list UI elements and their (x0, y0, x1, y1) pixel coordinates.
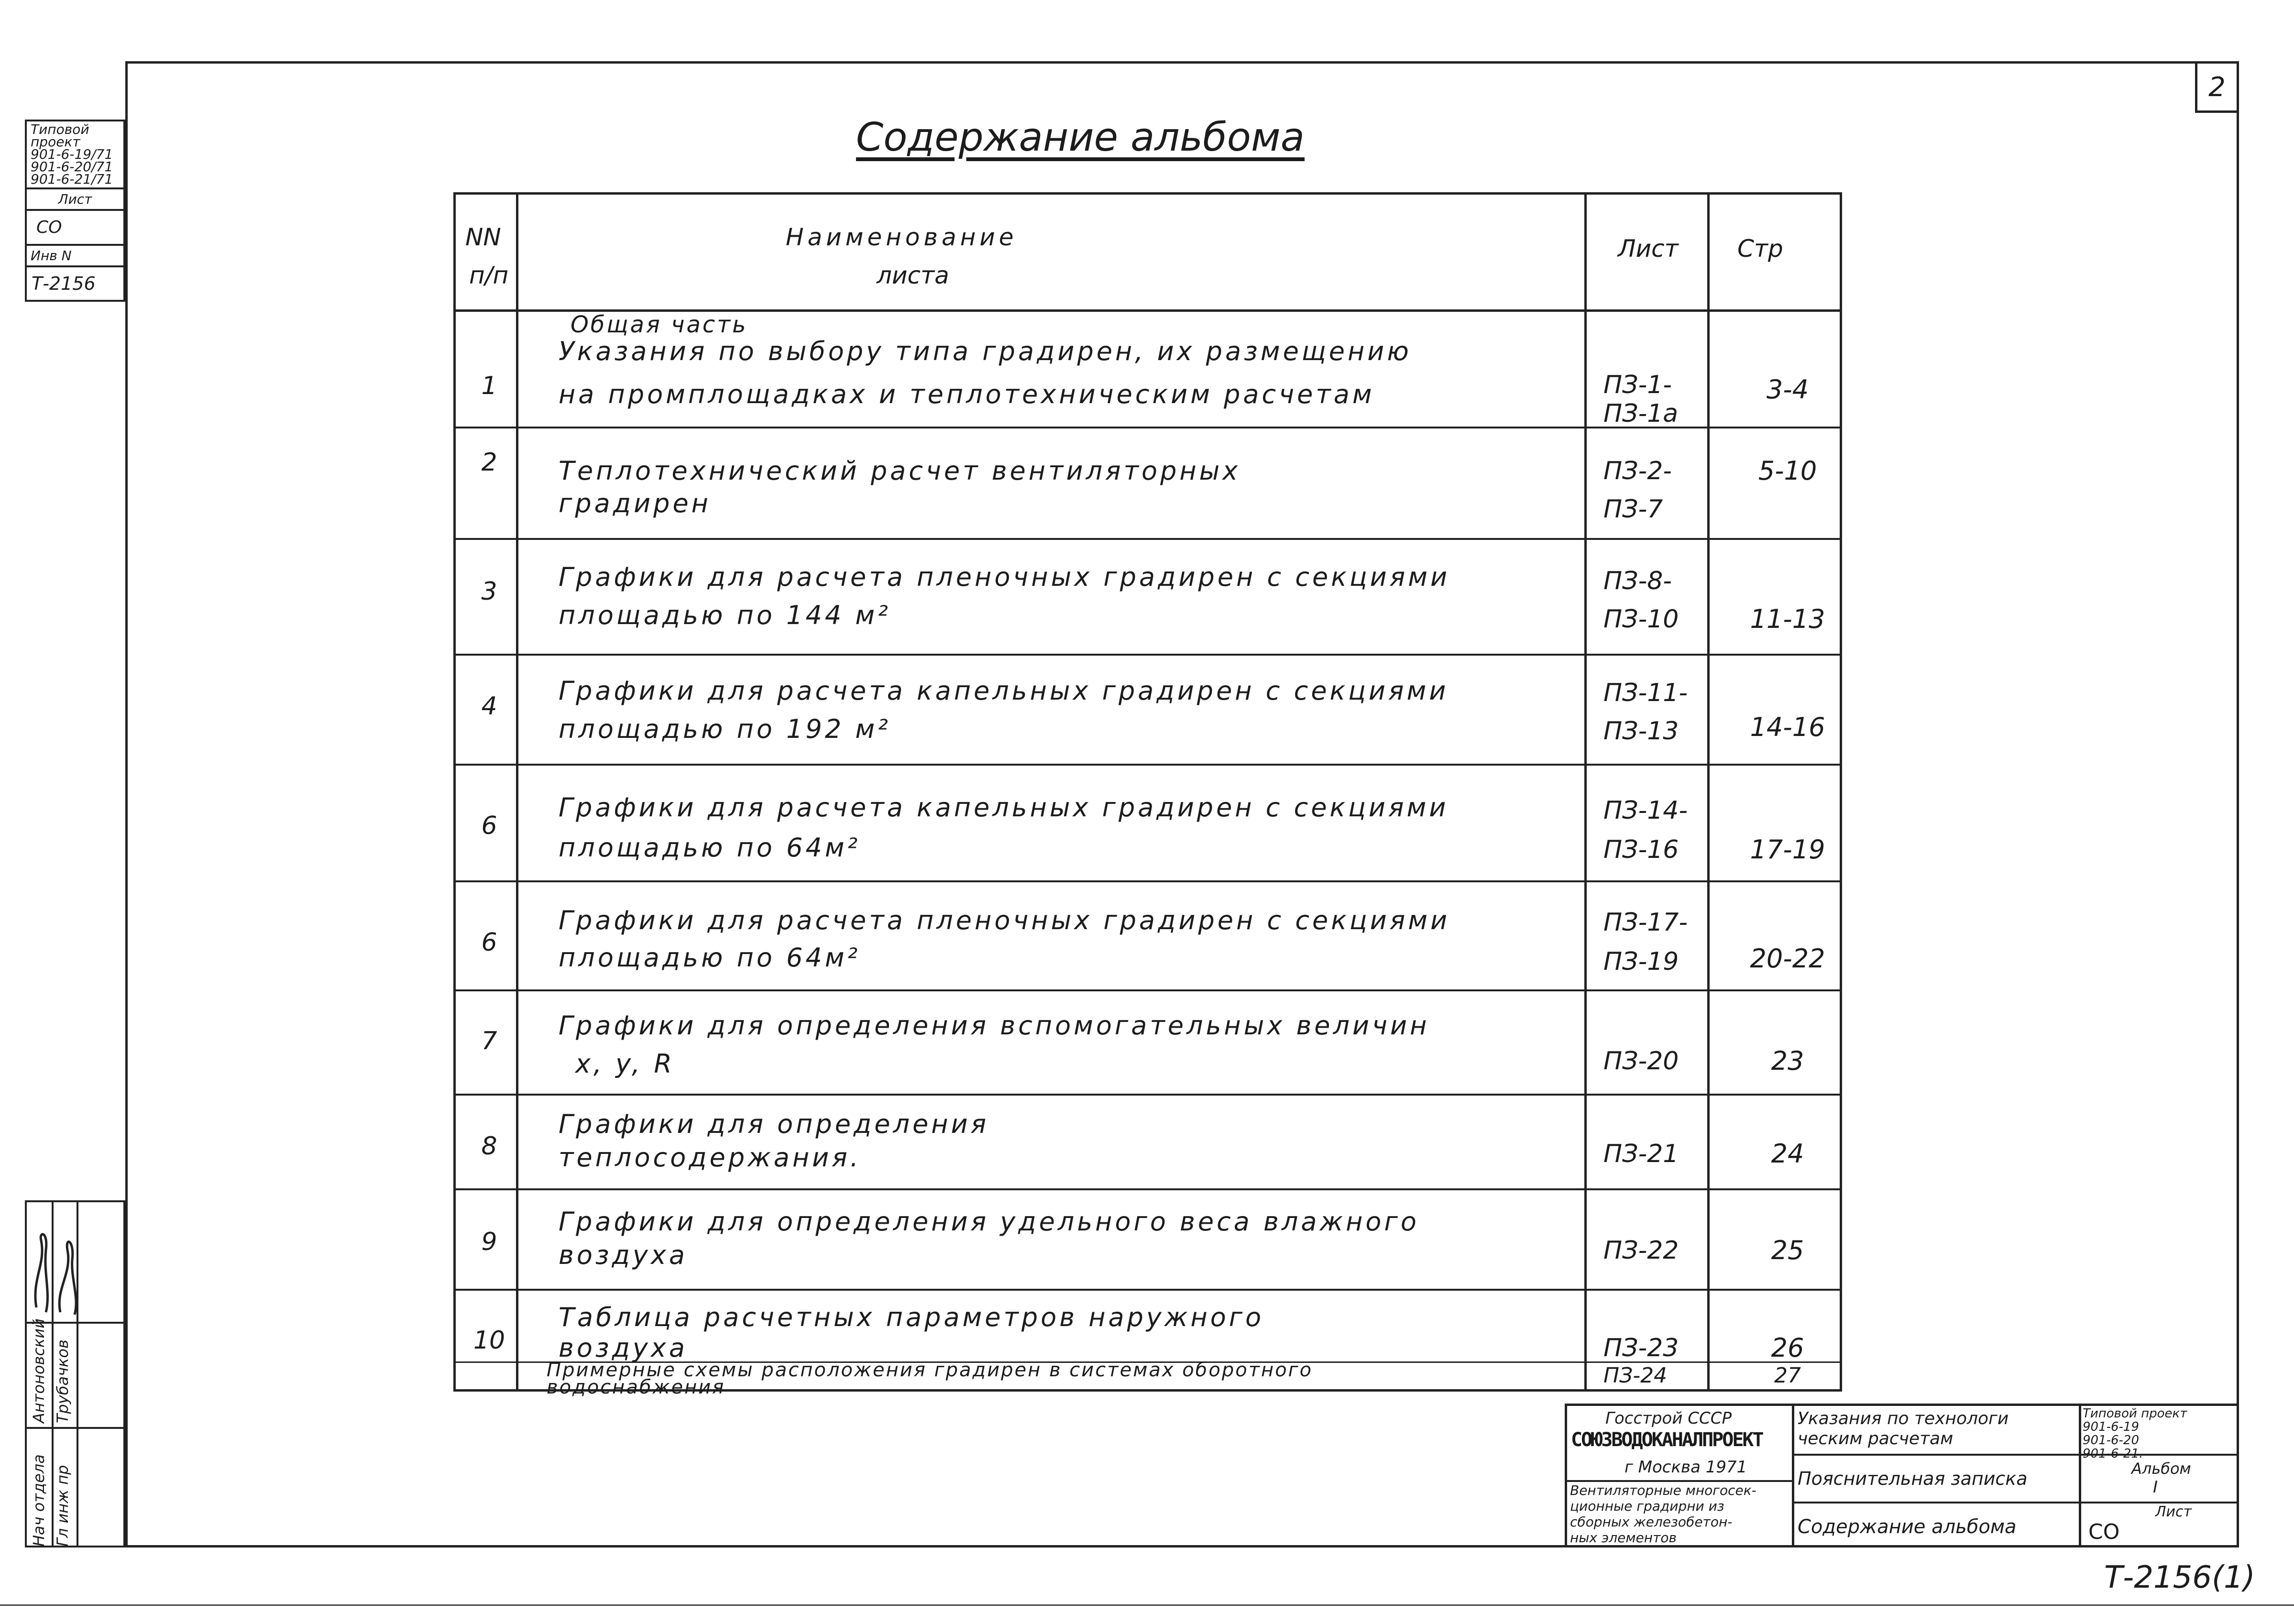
row-4-sheet2: ПЗ-13 (1603, 717, 1679, 746)
row-8-num: 8 (481, 1132, 497, 1161)
row-9-page: 25 (1771, 1235, 1804, 1265)
left-stamp (25, 120, 125, 302)
row-4-page: 14-16 (1750, 712, 1825, 742)
row-3-line2: площадью по 144 м² (559, 600, 891, 630)
row-5-line2: площадью по 64м² (559, 833, 861, 863)
tb-doc-type: Пояснительная записка (1798, 1468, 2028, 1489)
title-block (1565, 1404, 2239, 1547)
tb-sheet-label: Лист (2155, 1503, 2192, 1520)
tb-doc (1798, 1409, 2009, 1449)
tb-proj-label: Типовой проект (2083, 1406, 2187, 1421)
row-8-sheet2: ПЗ-21 (1603, 1140, 1679, 1168)
tb-doc-2: ческим расчетам (1798, 1429, 1954, 1448)
row-7-page: 23 (1771, 1046, 1804, 1076)
header-num-1: NN (465, 223, 501, 251)
bottom-code: Т-2156(1) (2104, 1560, 2255, 1595)
signature-box (25, 1200, 125, 1547)
row-1-page: 3-4 (1766, 374, 1809, 405)
project-line1: Типовой проект (31, 121, 89, 150)
row-8-line1: Графики для определения (559, 1109, 989, 1139)
tb-sheet-value: СО (2088, 1520, 2120, 1544)
page-number: 2 (2208, 72, 2226, 103)
tb-sheet-title: Содержание альбома (1798, 1516, 2017, 1538)
row-4-num: 4 (481, 692, 497, 721)
row-10-line2: воздуха (559, 1333, 688, 1363)
tb-org-top: Госстрой СССР (1605, 1409, 1732, 1428)
header-num-2: п/п (469, 262, 509, 289)
row-5-num: 6 (481, 812, 497, 840)
tb-org-name: СОЮЗВОДОКАНАЛПРОЕКТ (1571, 1429, 1763, 1451)
row-6-page: 20-22 (1750, 944, 1825, 974)
row-2-line2: градирен (559, 488, 711, 518)
row-4-sheet1: ПЗ-11- (1603, 679, 1688, 707)
row-7-num: 7 (481, 1027, 497, 1055)
tb-proj-3: 901-6-21. (2083, 1447, 2143, 1461)
contents-table (453, 192, 1842, 1398)
left-stamp-sheet-label: Лист (27, 189, 123, 211)
row-3-sheet2: ПЗ-10 (1603, 605, 1679, 634)
tb-album-value: I (2153, 1478, 2158, 1497)
row-3-line1: Графики для расчета пленочных градирен с секциями (559, 562, 1450, 592)
project-line3: 901-6-20/71 (31, 159, 113, 175)
last-row-line1: Примерные схемы расположения градирен в системах оборотного (547, 1359, 1313, 1381)
row-3-page: 11-13 (1750, 604, 1825, 634)
row-2-line1: Теплотехнический расчет вентиляторных (559, 456, 1241, 486)
project-line2: 901-6-19/71 (31, 146, 113, 162)
row-1-sheet2: ПЗ-1а (1603, 399, 1679, 428)
header-page: Стр (1737, 235, 1783, 263)
row-9-sheet2: ПЗ-22 (1603, 1236, 1679, 1265)
row-5-sheet2: ПЗ-16 (1603, 835, 1679, 864)
row-10-sheet2: ПЗ-23 (1603, 1334, 1679, 1362)
row-8-page: 24 (1771, 1139, 1804, 1169)
tb-album-label: Альбом (2131, 1459, 2191, 1478)
row-5-page: 17-19 (1750, 834, 1825, 865)
row-2-num: 2 (481, 448, 497, 477)
row-6-line2: площадью по 64м² (559, 943, 861, 973)
general-part-label: Общая часть (571, 311, 748, 338)
signature-role-2: Гл инж пр (54, 1465, 72, 1547)
tb-proj (2083, 1407, 2187, 1460)
tb-doc-1: Указания по технологи (1798, 1409, 2009, 1428)
row-4-line1: Графики для расчета капельных градирен с секциями (559, 676, 1449, 706)
row-9-line1: Графики для определения удельного веса влажного (559, 1207, 1419, 1237)
left-stamp-project (27, 121, 123, 189)
row-10-page: 26 (1771, 1333, 1804, 1363)
row-1-num: 1 (481, 372, 497, 400)
row-6-num: 6 (481, 928, 497, 957)
row-6-line1: Графики для расчета пленочных градирен с секциями (559, 905, 1450, 935)
left-stamp-inv-label: Инв N (27, 246, 123, 267)
handwritten-signatures (27, 1221, 125, 1317)
signature-role-1: Нач отдела (30, 1454, 48, 1547)
row-10-num: 10 (473, 1326, 505, 1355)
tb-desc-1: Вентиляторные многосек- (1570, 1482, 1756, 1498)
row-6-sheet2: ПЗ-19 (1603, 947, 1679, 976)
row-2-page: 5-10 (1758, 456, 1817, 486)
row-3-sheet1: ПЗ-8- (1603, 567, 1672, 595)
left-stamp-sheet-value: СО (27, 211, 123, 246)
signature-name-2: Трубачков (54, 1339, 72, 1423)
row-3-num: 3 (481, 577, 497, 606)
row-2-sheet2: ПЗ-7 (1603, 495, 1663, 524)
row-7-sheet2: ПЗ-20 (1603, 1047, 1679, 1075)
tb-desc-3: сборных железобетон- (1570, 1514, 1733, 1530)
tb-proj-1: 901-6-19 (2083, 1420, 2140, 1434)
row-8-line2: теплосодержания. (559, 1142, 861, 1173)
tb-city-year: г Москва 1971 (1624, 1458, 1747, 1477)
row-9-line2: воздуха (559, 1240, 688, 1270)
row-1-sheet1: ПЗ-1- (1603, 371, 1672, 399)
sheet-bottom-edge (0, 1604, 2294, 1606)
page-title: Содержание альбома (856, 115, 1305, 160)
row-1-line2: на промплощадках и теплотехническим расчетам (559, 379, 1375, 409)
row-5-sheet1: ПЗ-14- (1603, 796, 1688, 825)
left-stamp-inv-value: Т-2156 (32, 273, 96, 294)
row-7-line2: x, y, R (575, 1049, 675, 1079)
row-7-line1: Графики для определения вспомогательных величин (559, 1010, 1430, 1041)
header-name-1: Наименование (786, 223, 1018, 251)
last-row-line2: водоснабжения (547, 1376, 725, 1398)
row-10-line1: Таблица расчетных параметров наружного (559, 1302, 1264, 1332)
tb-proj-2: 901-6-20 (2083, 1433, 2140, 1448)
tb-desc (1570, 1482, 1756, 1546)
row-1-line1: Указания по выбору типа градирен, их размещению (559, 336, 1412, 366)
header-name-2: листа (877, 262, 949, 289)
tb-desc-2: ционные градирни из (1570, 1498, 1724, 1514)
tb-desc-4: ных элементов (1570, 1530, 1677, 1546)
row-5-line1: Графики для расчета капельных градирен с секциями (559, 792, 1449, 823)
project-line4: 901-6-21/71 (31, 171, 113, 187)
signature-name-1: Антоновский (30, 1318, 48, 1423)
last-row-text (547, 1361, 1313, 1396)
row-9-num: 9 (481, 1228, 497, 1256)
row-6-sheet1: ПЗ-17- (1603, 908, 1688, 937)
last-row-page: 27 (1774, 1363, 1801, 1388)
row-4-line2: площадью по 192 м² (559, 714, 891, 744)
header-sheet: Лист (1618, 235, 1679, 263)
last-row-sheet: ПЗ-24 (1603, 1363, 1668, 1388)
row-2-sheet1: ПЗ-2- (1603, 457, 1672, 485)
